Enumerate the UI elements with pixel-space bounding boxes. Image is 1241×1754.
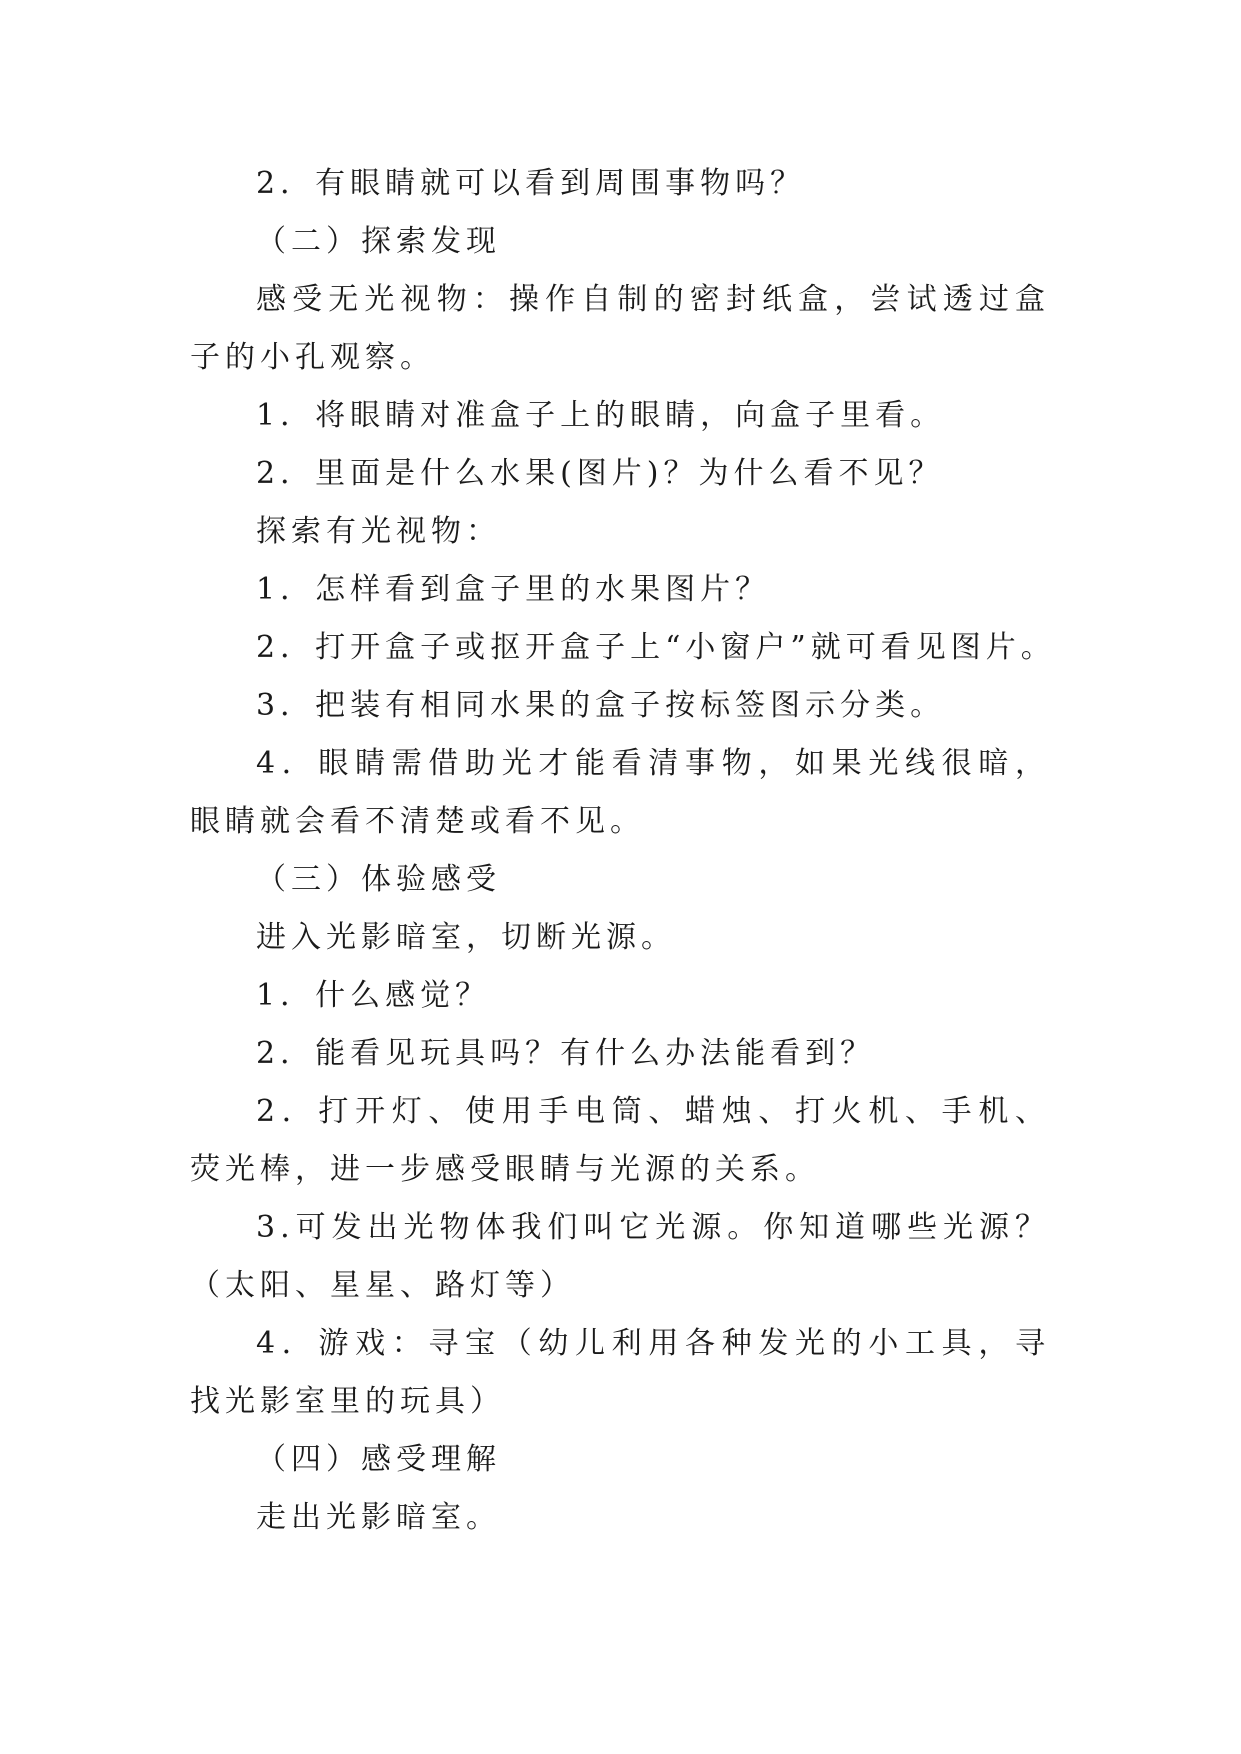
paragraph: 2．打开灯、使用手电筒、蜡烛、打火机、手机、荧光棒，进一步感受眼睛与光源的关系。 [190,1094,1050,1187]
paragraph: 感受无光视物：操作自制的密封纸盒，尝试透过盒子的小孔观察。 [190,282,1050,375]
question-line: 2．有眼睛就可以看到周围事物吗？ [256,166,806,201]
paragraph: 4．眼睛需借助光才能看清事物，如果光线很暗，眼睛就会看不清楚或看不见。 [190,746,1050,839]
step-line: 2．能看见玩具吗？有什么办法能看到？ [256,1036,876,1071]
subheading-line: 探索有光视物： [256,514,501,549]
section-heading: （三）体验感受 [256,862,501,897]
step-line: 1．什么感觉？ [256,978,491,1013]
section-heading: （四）感受理解 [256,1442,501,1477]
step-line: 进入光影暗室，切断光源。 [256,920,676,955]
step-line: 走出光影暗室。 [256,1500,501,1535]
step-line: 1．怎样看到盒子里的水果图片？ [256,572,771,607]
section-heading: （二）探索发现 [256,224,501,259]
step-line: 2．打开盒子或抠开盒子上“小窗户”就可看见图片。 [256,630,1056,665]
step-line: 2．里面是什么水果(图片)？为什么看不见？ [256,456,944,491]
paragraph: 4．游戏：寻宝（幼儿利用各种发光的小工具，寻找光影室里的玩具） [190,1326,1050,1419]
paragraph: 3.可发出光物体我们叫它光源。你知道哪些光源？（太阳、星星、路灯等） [190,1210,1050,1303]
step-line: 3．把装有相同水果的盒子按标签图示分类。 [256,688,946,723]
step-line: 1．将眼睛对准盒子上的眼睛，向盒子里看。 [256,398,946,433]
document-body [190,155,1056,1547]
